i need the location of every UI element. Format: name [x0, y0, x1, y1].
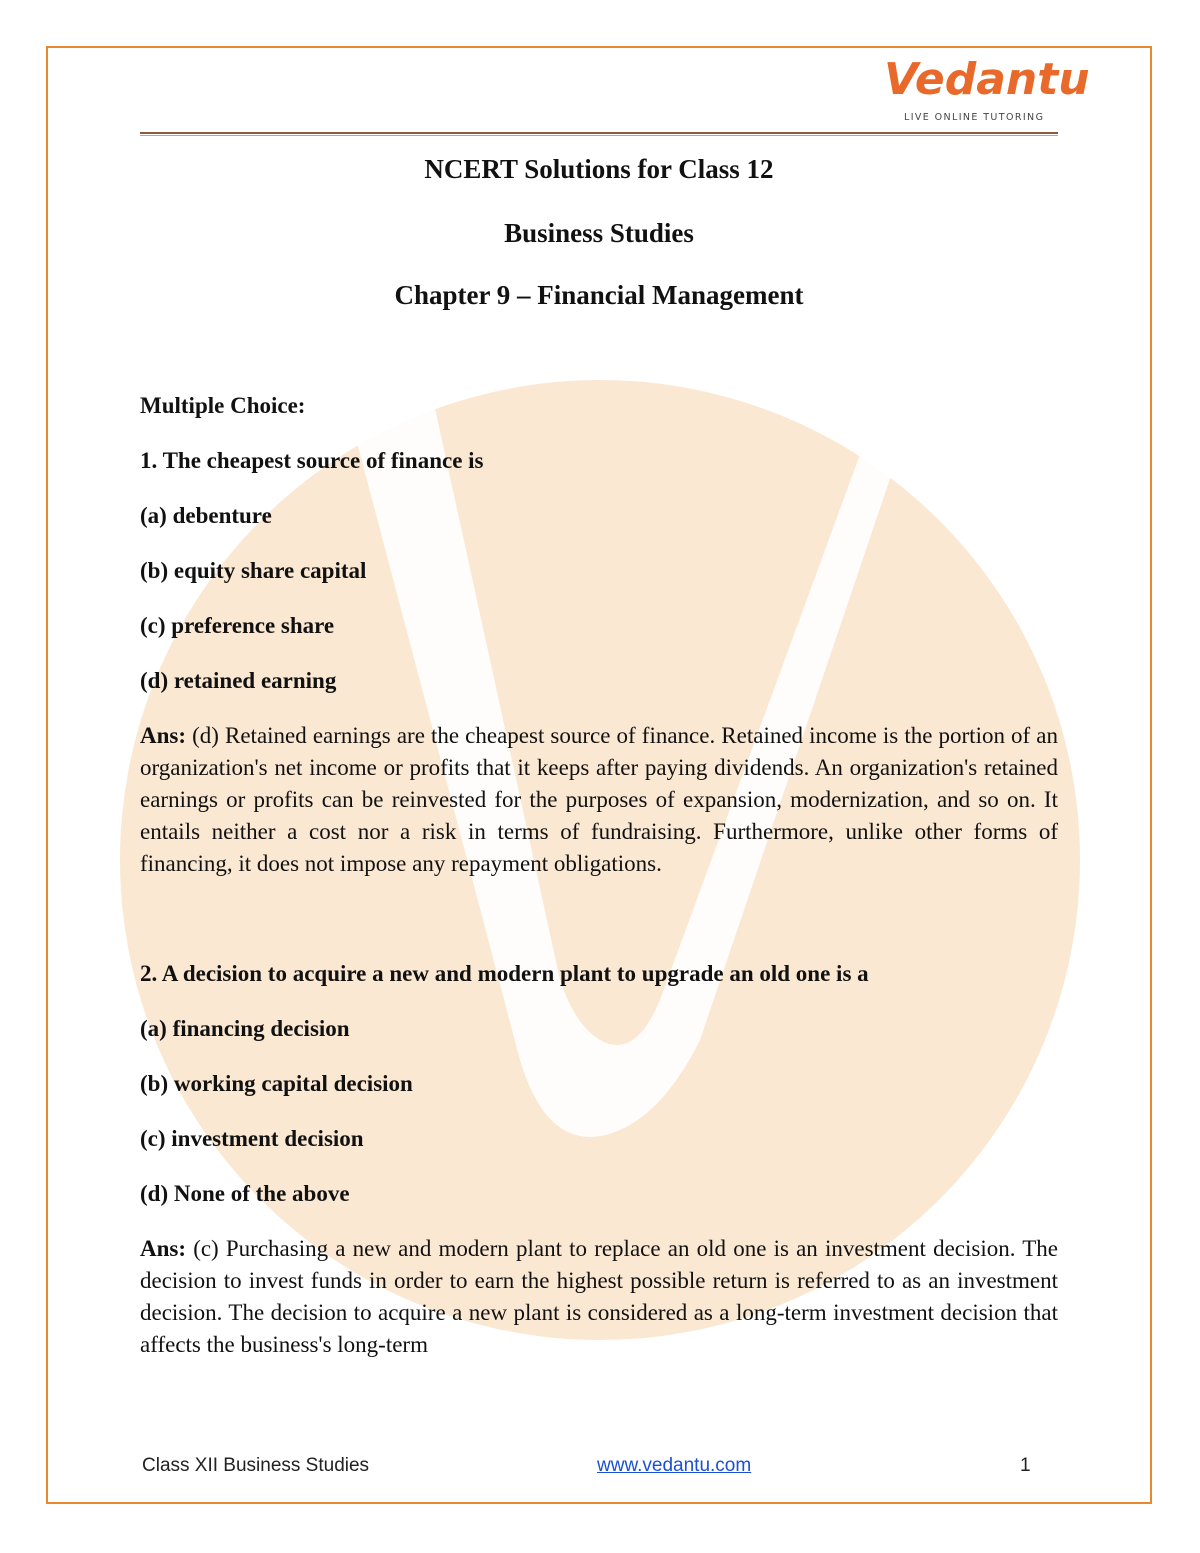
logo-wordmark: Vedantu — [884, 54, 1090, 105]
q2-answer-text: (c) Purchasing a new and modern plant to replace an old one is an investment decision. The decision to invest funds in order to earn the highest possible return is referred to as an investment decision. The decision to acquire a new plant is considered as a long-term investment decision that affects the business's long-term — [140, 1236, 1058, 1357]
footer-website-link[interactable]: www.vedantu.com — [597, 1455, 752, 1476]
footer-course-label: Class XII Business Studies — [142, 1455, 370, 1476]
q2-answer — [140, 1233, 1058, 1361]
document-chapter: Chapter 9 – Financial Management — [394, 280, 804, 310]
question-2: 2. A decision to acquire a new and modern plant to upgrade an old one is a — [140, 961, 869, 986]
footer-page-number: 1 — [1020, 1455, 1031, 1476]
q1-option-c: (c) preference share — [140, 613, 335, 638]
section-heading: Multiple Choice: — [140, 393, 306, 418]
q2-option-c: (c) investment decision — [140, 1126, 364, 1151]
q1-answer-text: (d) Retained earnings are the cheapest source of finance. Retained income is the portion of an organization's net income or profits that it keeps after paying dividends. An organization's retained earnings or profits can be reinvested for the purposes of expansion, modernization, and so on. It entails neither a cost nor a risk in terms of fundraising. Furthermore, unlike other forms of financing, it does not impose any repayment obligations. — [140, 723, 1058, 876]
q1-option-d: (d) retained earning — [140, 668, 337, 693]
q1-option-b: (b) equity share capital — [140, 558, 367, 583]
q2-option-b: (b) working capital decision — [140, 1071, 413, 1096]
q2-answer-label: Ans: — [140, 1236, 187, 1261]
document-title: NCERT Solutions for Class 12 — [424, 154, 774, 184]
logo-tagline: LIVE ONLINE TUTORING — [904, 112, 1045, 123]
document-subject: Business Studies — [504, 218, 694, 248]
vedantu-logo[interactable] — [884, 54, 1090, 126]
q1-answer — [140, 720, 1058, 880]
q1-answer-label: Ans: — [140, 723, 187, 748]
question-1: 1. The cheapest source of finance is — [140, 448, 484, 473]
header-divider — [140, 132, 1058, 136]
q2-option-d: (d) None of the above — [140, 1181, 350, 1206]
q2-option-a: (a) financing decision — [140, 1016, 350, 1041]
q1-option-a: (a) debenture — [140, 503, 272, 528]
main-content — [140, 390, 1058, 1361]
